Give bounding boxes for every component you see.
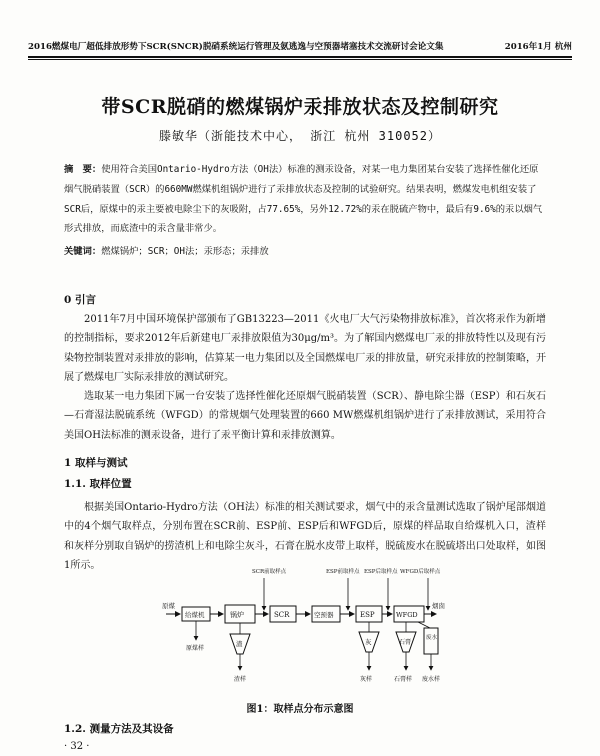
keywords-text: 燃煤锅炉；SCR；OH法；汞形态；汞排放 <box>101 246 269 257</box>
slag-box-label: 渣 <box>236 640 243 648</box>
author-affiliation: 滕敏华（浙能技术中心， 浙江 杭州 310052） <box>158 129 442 143</box>
section-heading-1-2: 1.2. 测量方法及其设备 <box>64 723 174 735</box>
section-heading-1: 1 取样与测试 <box>64 457 128 469</box>
keywords-label: 关键词： <box>64 246 102 257</box>
feeder-label: 给煤机 <box>185 611 205 619</box>
abstract-text: 使用符合美国Ontario-Hydro方法（OH法）标准的测汞设备，对某一电力集团某台安装了选择性催化还原烟气脱硝装置（SCR）的660MW燃煤机组锅炉进行了汞排放状态及控制的试验研究。结果表明，燃煤发电机组安装了SCR后，原煤中的汞主要被电除尘下的灰吸附，占77.65%，另外12.72%的汞在脱硫产物中，最后有9.6%的汞以烟气形式排放，而底渣中的汞含量非常少。 <box>64 164 543 235</box>
coal-sample-label: 原煤样 <box>186 645 205 652</box>
wfgd-post-label: WFGD后取样点 <box>400 569 441 575</box>
section-heading-intro: 0 引言 <box>64 294 96 306</box>
wfgd-label: WFGD <box>396 611 418 619</box>
ash-sample-label: 灰样 <box>360 676 373 683</box>
journal-name: 2016燃煤电厂超低排放形势下SCR(SNCR)脱硝系统运行管理及氨逃逸与空预器堵塞技术交流研讨会论文集 <box>28 42 444 52</box>
abstract <box>64 160 544 239</box>
sampling-diagram <box>160 564 460 690</box>
page-number: · 32 · <box>64 741 90 752</box>
gypsum-box-label: 石膏 <box>399 639 412 646</box>
esp-post-label: ESP后取样点 <box>364 569 398 575</box>
intro-paragraph-1: 2011年7月中国环境保护部颁布了GB13223—2011《火电厂大气污染物排放标准》，首次将汞作为新增的控制指标，要求2012年后新建电厂汞排放限值为30μg/m³。为了解国内燃煤电厂汞的排放特性以及现有污染物控制装置对汞排放的影响，估算某一电力集团以及全国燃煤电厂汞的排放量，研究汞排放的控制策略，开展了燃煤电厂实际汞排放的测试研究。 <box>64 314 546 384</box>
slag-sample-label: 渣样 <box>234 676 247 683</box>
abstract-label: 摘 要： <box>64 164 102 175</box>
scr-label: SCR <box>274 611 290 619</box>
figure-caption: 图1：取样点分布示意图 <box>246 704 354 715</box>
header-date-place: 2016年1月 杭州 <box>504 42 572 52</box>
header-rule <box>28 56 572 58</box>
scr-pre-label: SCR前取样点 <box>252 569 287 575</box>
intro-paragraph-2: 选取某一电力集团下属一台安装了选择性催化还原烟气脱硝装置（SCR）、静电除尘器（ESP）和石灰石—石膏湿法脱硫系统（WFGD）的常规烟气处理装置的660 MW燃煤机组锅炉进行了汞排放测试，采用符合美国OH法标准的测汞设备，进行了汞平衡计算和汞排放测算。 <box>64 391 546 441</box>
section-heading-1-1: 1.1. 取样位置 <box>64 478 132 490</box>
boiler-label: 锅炉 <box>230 611 244 619</box>
esp-label: ESP <box>360 611 375 619</box>
header-rule-thin <box>28 59 572 60</box>
air-heater-label: 空预器 <box>314 611 334 619</box>
running-header <box>28 40 572 52</box>
wastewater-label: 废水 <box>426 635 438 641</box>
keywords <box>64 243 544 261</box>
section-1-1-paragraph: 根据美国Ontario-Hydro方法（OH法）标准的相关测试要求，烟气中的汞含量测试选取了锅炉尾部烟道中的4个烟气取样点，分别布置在SCR前、ESP前、ESP后和WFGD后，原煤的样品取自给煤机入口，渣样和灰样分别取自锅炉的捞渣机上和电除尘灰斗，石膏在脱水皮带上取样，脱硫废水在脱硫塔出口处取样，如图1所示。 <box>64 502 546 572</box>
esp-pre-label: ESP前取样点 <box>326 569 360 575</box>
coal-in-label: 原煤 <box>162 602 175 610</box>
wastewater-line <box>418 622 430 628</box>
ash-box-label: 灰 <box>365 638 372 646</box>
chimney-label: 烟囱 <box>432 602 445 610</box>
paper-title: 带SCR脱硝的燃煤锅炉汞排放状态及控制研究 <box>101 96 499 118</box>
gypsum-sample-label: 石膏样 <box>394 676 413 683</box>
wastewater-box <box>424 628 438 654</box>
wastewater-sample-label: 废水样 <box>422 676 441 683</box>
